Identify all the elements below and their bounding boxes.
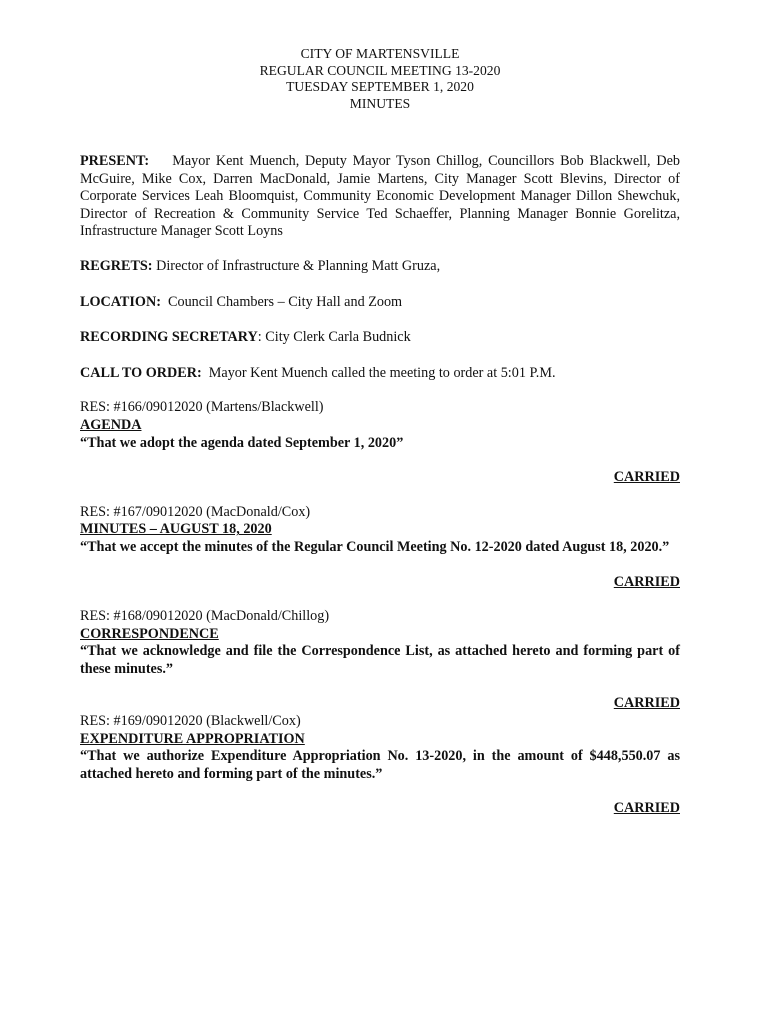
regrets-text: Director of Infrastructure & Planning Matt Gruza, [156,257,441,274]
minutes-page [80,46,680,818]
location-section [80,294,680,312]
carried-status: CARRIED [613,695,680,712]
resolution-166 [80,399,680,486]
call-to-order-section [80,365,680,383]
resolution-motion: “That we accept the minutes of the Regular Council Meeting No. 12-2020 dated August 18, 2020.” [80,538,670,555]
resolution-title: AGENDA [80,416,142,433]
call-to-order-label: CALL TO ORDER: [80,364,202,381]
carried-status: CARRIED [613,469,680,486]
resolution-number: RES: #169/09012020 (Blackwell/Cox) [80,713,301,730]
resolution-number: RES: #168/09012020 (MacDonald/Chillog) [80,608,330,625]
present-section [80,153,680,241]
resolution-number: RES: #166/09012020 (Martens/Blackwell) [80,399,324,416]
resolution-motion: “That we adopt the agenda dated September 1, 2020” [80,434,404,451]
resolution-title: MINUTES – AUGUST 18, 2020 [80,521,272,538]
present-text: Mayor Kent Muench, Deputy Mayor Tyson Chillog, Councillors Bob Blackwell, Deb McGuire, Mike Cox, Darren MacDonald, Jamie Martens, City Manager Scott Blevins, Director of Corporate Services Leah Bloomquist, Community Economic Development Manager Dillon Shewchuk, Director of Recreation & Community Service Ted Schaeffer, Planning Manager Bonnie Gorelitza, Infrastructure Manager Scott Loyns [80,153,680,240]
resolution-169 [80,713,680,818]
header-city: CITY OF MARTENSVILLE [300,46,460,61]
carried-status: CARRIED [613,573,680,590]
document-header [80,46,680,112]
resolution-title: CORRESPONDENCE [80,625,219,642]
recording-secretary-section [80,329,680,347]
header-date: TUESDAY SEPTEMBER 1, 2020 [286,79,474,94]
regrets-section [80,258,680,276]
present-label: PRESENT: [80,153,150,169]
resolution-168 [80,608,680,713]
resolution-title: EXPENDITURE APPROPRIATION [80,730,305,747]
location-text: Council Chambers – City Hall and Zoom [168,293,403,310]
header-minutes: MINUTES [349,95,411,111]
resolution-motion: “That we authorize Expenditure Appropriation No. 13-2020, in the amount of $448,550.07 as attached hereto and forming part of the minutes.” [80,748,680,782]
carried-status: CARRIED [613,800,680,817]
recording-secretary-text: : City Clerk Carla Budnick [257,329,411,346]
call-to-order-text: Mayor Kent Muench called the meeting to order at 5:01 P.M. [208,364,556,381]
resolution-167 [80,504,680,591]
regrets-label: REGRETS: [80,257,153,274]
location-label: LOCATION: [80,293,161,310]
recording-secretary-label: RECORDING SECRETARY [80,329,258,346]
header-meeting: REGULAR COUNCIL MEETING 13-2020 [259,62,501,78]
resolution-motion: “That we acknowledge and file the Correspondence List, as attached hereto and forming part of these minutes.” [80,643,680,677]
resolution-number: RES: #167/09012020 (MacDonald/Cox) [80,503,311,520]
